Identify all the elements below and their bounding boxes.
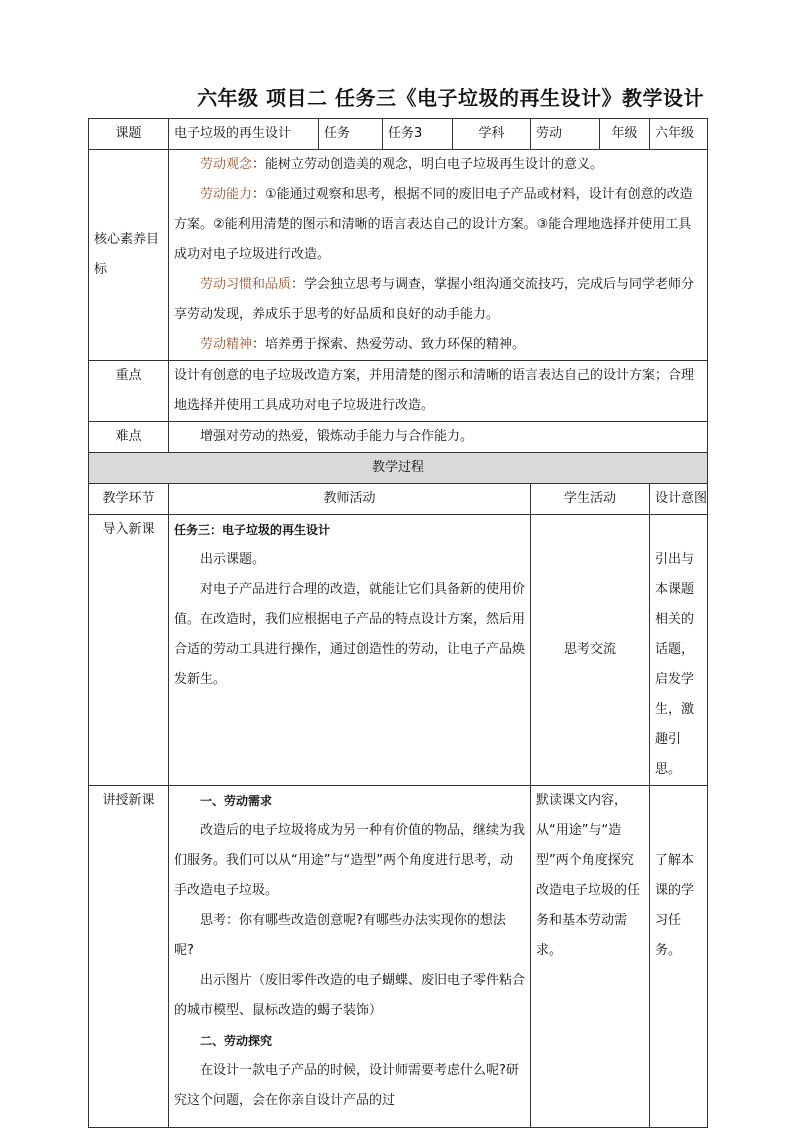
lesson-plan-table <box>88 118 708 1128</box>
task-value: 任务3 <box>383 119 453 150</box>
subject-value: 劳动 <box>531 119 600 150</box>
key-text: 设计有创意的电子垃圾改造方案，并用清楚的图示和清晰的语言表达自己的设计方案；合理地选择并使用工具成功对电子垃圾进行改造。 <box>169 361 708 422</box>
difficulty-text: 增强对劳动的热爱，锻炼动手能力与合作能力。 <box>169 422 708 453</box>
core-label: 核心素养目标 <box>89 150 169 361</box>
task-heading: 任务三：电子垃圾的再生设计 <box>174 523 331 537</box>
core-item <box>174 270 702 330</box>
core-item <box>174 330 702 360</box>
core-item-head: 劳动观念 <box>200 157 253 172</box>
teach-row <box>89 786 708 1128</box>
core-row <box>89 150 708 361</box>
core-item <box>174 180 702 270</box>
core-item-head: 劳动能力 <box>200 187 253 202</box>
grade-label: 年级 <box>600 119 650 150</box>
student-activity-teach: 默读课文内容，从“用途”与“造型”两个角度探究改造电子垃圾的任务和基本劳动需求。 <box>531 786 650 1128</box>
teacher-paragraph: 出示课题。 <box>200 552 266 567</box>
teacher-paragraph: 出示图片（废旧零件改造的电子蝴蝶、废旧电子零件粘合的城市模型、鼠标改造的蝎子装饰） <box>174 973 526 1018</box>
key-row <box>89 361 708 422</box>
col-stage: 教学环节 <box>89 484 169 515</box>
stage-teach: 讲授新课 <box>89 786 169 1128</box>
core-item <box>174 150 702 180</box>
teacher-paragraph: 改造后的电子垃圾将成为另一种有价值的物品，继续为我们服务。我们可以从“用途”与“造型”两个角度进行思考，动手改造电子垃圾。 <box>174 823 526 898</box>
intro-row <box>89 515 708 786</box>
core-item-text: ：能树立劳动创造美的观念，明白电子垃圾再生设计的意义。 <box>252 157 604 172</box>
student-activity-intro: 思考交流 <box>531 515 650 786</box>
teacher-paragraph: 对电子产品进行合理的改造，就能让它们具备新的使用价值。在改造时，我们应根据电子产品的特点设计方案，然后用合适的劳动工具进行操作，通过创造性的劳动，让电子产品焕发新生。 <box>174 582 526 687</box>
core-item-text: ：①能通过观察和思考，根据不同的废旧电子产品或材料，设计有创意的改造方案。②能利用清楚的图示和清晰的语言表达自己的设计方案。③能合理地选择并使用工具成功对电子垃圾进行改造。 <box>174 187 693 262</box>
teacher-paragraph: 思考：你有哪些改造创意呢?有哪些办法实现你的想法呢? <box>174 913 506 958</box>
key-label: 重点 <box>89 361 169 422</box>
teacher-paragraph: 在设计一款电子产品的时候，设计师需要考虑什么呢?研究这个问题，会在你亲自设计产品的过 <box>174 1063 519 1108</box>
difficulty-row <box>89 422 708 453</box>
difficulty-label: 难点 <box>89 422 169 453</box>
task-label: 任务 <box>319 119 383 150</box>
subject-label: 学科 <box>453 119 531 150</box>
info-row <box>89 119 708 150</box>
topic-value: 电子垃圾的再生设计 <box>169 119 319 150</box>
teacher-activity-teach <box>169 786 531 1128</box>
section-heading: 一、劳动需求 <box>200 794 273 808</box>
core-item-head: 劳动精神 <box>200 337 253 352</box>
grade-value: 六年级 <box>650 119 708 150</box>
process-header: 教学过程 <box>89 453 708 484</box>
section-heading: 二、劳动探究 <box>200 1034 273 1048</box>
core-content <box>169 150 708 361</box>
col-student: 学生活动 <box>531 484 650 515</box>
page-title: 六年级 项目二 任务三《电子垃圾的再生设计》教学设计 <box>197 86 704 110</box>
col-teacher: 教师活动 <box>169 484 531 515</box>
intent-teach: 了解本课的学习任务。 <box>650 786 708 1128</box>
topic-label: 课题 <box>89 119 169 150</box>
process-columns-row <box>89 484 708 515</box>
teacher-activity-intro <box>169 515 531 786</box>
intent-intro: 引出与本课题相关的话题，启发学生，激趣引思。 <box>650 515 708 786</box>
core-item-head: 劳动习惯和品质 <box>200 277 292 292</box>
stage-intro: 导入新课 <box>89 515 169 786</box>
col-intent: 设计意图 <box>650 484 708 515</box>
core-item-text: ：培养勇于探索、热爱劳动、致力环保的精神。 <box>252 337 526 352</box>
core-item-text: ：学会独立思考与调查，掌握小组沟通交流技巧，完成后与同学老师分享劳动发现，养成乐于思考的好品质和良好的动手能力。 <box>174 277 695 322</box>
process-header-row <box>89 453 708 484</box>
